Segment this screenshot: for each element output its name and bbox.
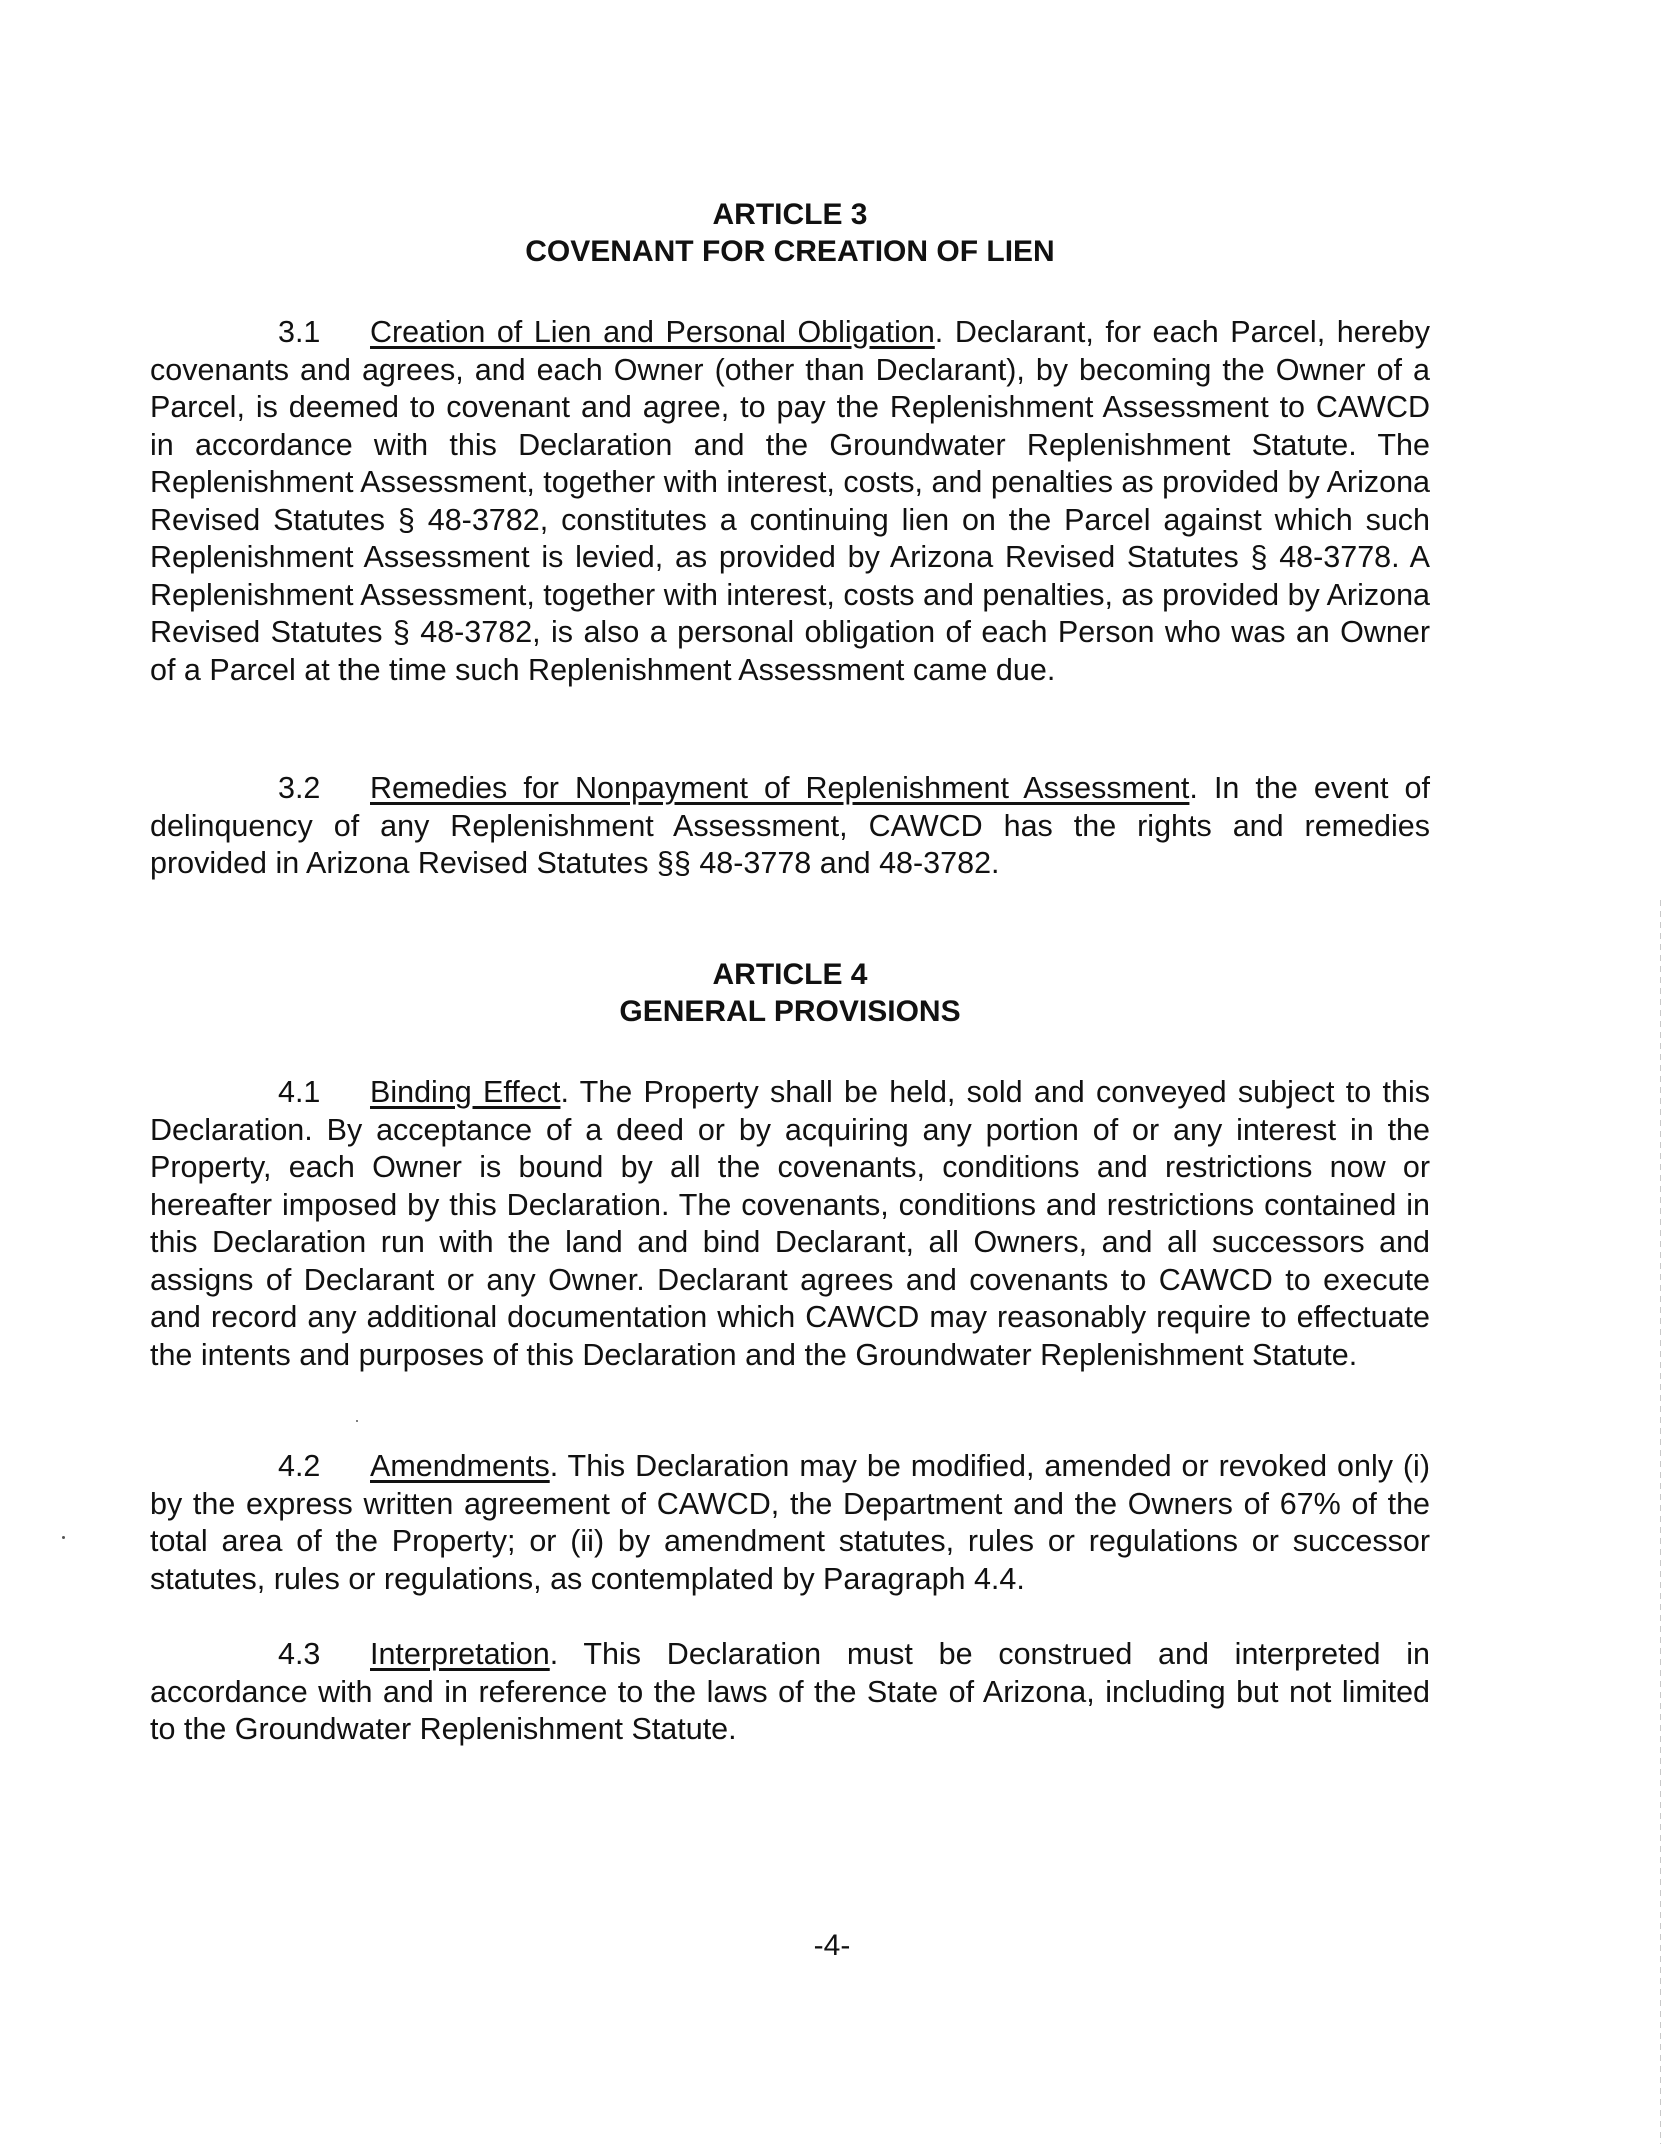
page-number: -4- <box>813 1929 851 1962</box>
section-number: 4.2 <box>278 1449 321 1483</box>
section-number: 4.3 <box>278 1637 321 1671</box>
section-4-3 <box>150 1636 1430 1749</box>
section-title: Amendments <box>370 1449 550 1483</box>
article-3-title: COVENANT FOR CREATION OF LIEN <box>525 235 1055 268</box>
scan-speck <box>356 1420 358 1422</box>
section-title: Interpretation <box>370 1637 550 1671</box>
article-4-heading <box>150 956 1430 1030</box>
section-body: . The Property shall be held, sold and conveyed subject to this Declaration. By acceptance of a deed or by acquiring any portion of or any interest in the Property, each Owner is bound by all the covenants, conditions and restrictions now or hereafter imposed by this Declaration. The covenants, conditions and restrictions contained in this Declaration run with the land and bind Declarant, all Owners, and all successors and assigns of Declarant or any Owner. Declarant agrees and covenants to CAWCD to execute and record any additional documentation which CAWCD may reasonably require to effectuate the intents and purposes of this Declaration and the Groundwater Replenishment Statute. <box>150 1075 1430 1372</box>
section-3-2 <box>150 770 1430 883</box>
section-body: . Declarant, for each Parcel, hereby covenants and agrees, and each Owner (other than Declarant), by becoming the Owner of a Parcel, is deemed to covenant and agree, to pay the Replenishment Assessment to CAWCD in accordance with this Declaration and the Groundwater Replenishment Statute. The Replenishment Assessment, together with interest, costs, and penalties as provided by Arizona Revised Statutes § 48-3782, constitutes a continuing lien on the Parcel against which such Replenishment Assessment is levied, as provided by Arizona Revised Statutes § 48-3778. A Replenishment Assessment, together with interest, costs and penalties, as provided by Arizona Revised Statutes § 48-3782, is also a personal obligation of each Person who was an Owner of a Parcel at the time such Replenishment Assessment came due. <box>150 315 1431 687</box>
section-title: Remedies for Nonpayment of Replenishment Assessment <box>370 771 1190 805</box>
section-body: . In the event of delinquency of any Replenishment Assessment, CAWCD has the rights and remedies provided in Arizona Revised Statutes §§ 48-3778 and 48-3782. <box>150 771 1430 880</box>
article-3-heading <box>150 196 1430 270</box>
section-3-1 <box>150 314 1430 689</box>
section-4-2 <box>150 1448 1430 1598</box>
scan-speck <box>62 1536 65 1539</box>
section-number: 4.1 <box>278 1075 321 1109</box>
section-title: Binding Effect <box>370 1075 561 1109</box>
article-4-title: GENERAL PROVISIONS <box>619 995 961 1028</box>
article-4-number: ARTICLE 4 <box>712 958 868 991</box>
section-number: 3.2 <box>278 771 321 805</box>
section-title: Creation of Lien and Personal Obligation <box>370 315 935 349</box>
article-3-number: ARTICLE 3 <box>712 198 868 231</box>
section-body: . This Declaration must be construed and interpreted in accordance with and in reference to the laws of the State of Arizona, including but not limited to the Groundwater Replenishment Statute. <box>150 1637 1430 1746</box>
section-number: 3.1 <box>278 315 321 349</box>
scan-edge-artifact <box>1660 900 1661 2144</box>
section-body: . This Declaration may be modified, amended or revoked only (i) by the express written agreement of CAWCD, the Department and the Owners of 67% of the total area of the Property; or (ii) by amendment statutes, rules or regulations or successor statutes, rules or regulations, as contemplated by Paragraph 4.4. <box>150 1449 1430 1596</box>
section-4-1 <box>150 1074 1430 1374</box>
